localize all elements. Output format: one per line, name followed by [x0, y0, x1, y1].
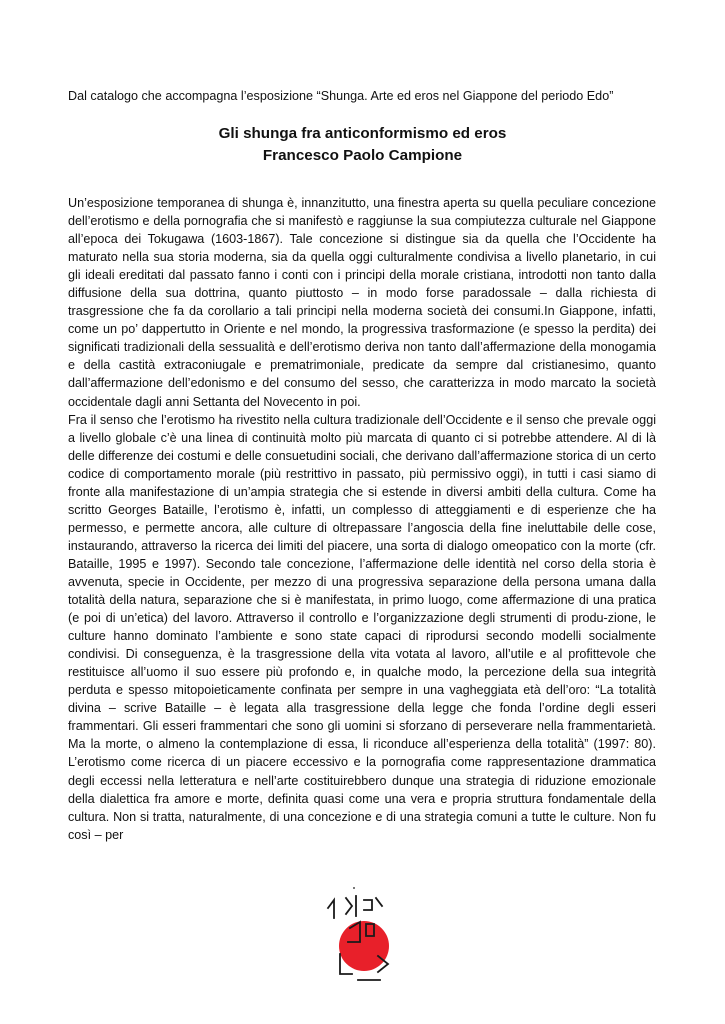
logo-red-circle — [339, 921, 389, 971]
paragraph-1: Un’esposizione temporanea di shunga è, innanzitutto, una finestra aperta su quella peculiare concezione dell’erotismo e della pornografia che si manifestò e raggiunse la sua compiutezza culturale nel Giappone all’epoca dei Tokugawa (1603-1867). Tale concezione si distingue sia da quella che l’Occidente ha maturato nella sua storia moderna, sia da quella oggi culturalmente condivisa a livello planetario, in cui gli ideali ereditati dal passato fanno i conti con i principi della morale cristiana, introdotti non tanto dalla diffusione della sua dottrina, quanto piuttosto – in modo forse paradossale – dalla richiesta di trasgressione che fa da corollario a tali principi nella moderna società dei consumi.In Giappone, infatti, come un po’ dappertutto in Oriente e nel mondo, la progressiva trasformazione (e spesso la perdita) dei significati tradizionali della sessualità e dell’erotismo deriva non tanto dall’affermazione della monogamia e della castità extraconiugale e prematrimoniale, predicate da sempre dal cristianesimo, quanto dall’affermazione dell’edonismo e del consumo del sesso, che caratterizza in modo marcato la società occidentale dagli anni Settanta del Novecento in poi. — [68, 196, 656, 409]
paragraph-2: Fra il senso che l’erotismo ha rivestito nella cultura tradizionale dell’Occidente e il senso che prevale oggi a livello globale c’è una linea di continuità molto più marcata di quanto ci si potrebbe attendere. Al di là delle differenze dei costumi e delle consuetudini sociali, che derivano dall’affermazione storica di un certo codice di comportamento morale (più restrittivo in passato, più permissivo oggi), in tutti i casi siamo di fronte alla manifestazione di un’ampia strategia che si estende in diversi ambiti della cultura. Come ha scritto Georges Bataille, l’erotismo è, infatti, un complesso di atteggiamenti e di esperienze che ha permesso, e permette ancora, alle culture di oltrepassare l’angoscia della fine ineluttabile delle cose, instaurando, attraverso la ricerca dei limiti del piacere, una sorta di dialogo omeopatico con la morte (cfr. Bataille, 1995 e 1997). Secondo tale concezione, l’affermazione delle identità nel corso della storia è avvenuta, specie in Occidente, per mezzo di una progressiva separazione della persona umana dalla totalità della natura, separazione che si è manifestata, in primo luogo, come affermazione di una pratica (e poi di un’etica) del lavoro. Attraverso il controllo e l’organizzazione degli strumenti di produ-zione, le culture hanno dominato l’ambiente e sono state capaci di riprodursi secondo modelli socialmente condivisi. Di conseguenza, è la trasgressione della vita votata al lavoro, all’utile e al profittevole che restituisce all’uomo il suo essere più profondo e, in qualche modo, la percezione della sua integrità perduta e spesso mitopoieticamente confinata per sempre in una vagheggiata età dell’oro: “La totalità divina – scrive Bataille – è legata alla trasgressione della legge che fonda l’ordine degli esseri frammentari. Gli esseri frammentari che sono gli uomini si sforzano di perseverare nella frammentarietà. Ma la morte, o almeno la contemplazione di essa, li riconduce all’esperienza della totalità” (1997: 80). L’erotismo come ricerca di un piacere eccessivo e la pornografia come rappresentazione drammatica degli eccessi nella letteratura e nell’arte costituirebbero dunque una strategia di riduzione emozionale della dialettica fra amore e morte, definita quasi come una vera e propria struttura fondamentale della cultura. Non si tratta, naturalmente, di una concezione e di una strategia comuni a tutte le culture. Non fu così – per — [68, 412, 656, 842]
catalog-caption: Dal catalogo che accompagna l’esposizione “Shunga. Arte ed eros nel Giappone del periodo Edo” — [68, 89, 614, 103]
article-body — [68, 194, 656, 844]
article-title: Gli shunga fra anticonformismo ed eros — [218, 125, 507, 142]
article-author: Francesco Paolo Campione — [262, 147, 463, 164]
exhibition-logo-icon — [320, 884, 400, 984]
title-block — [0, 123, 725, 167]
